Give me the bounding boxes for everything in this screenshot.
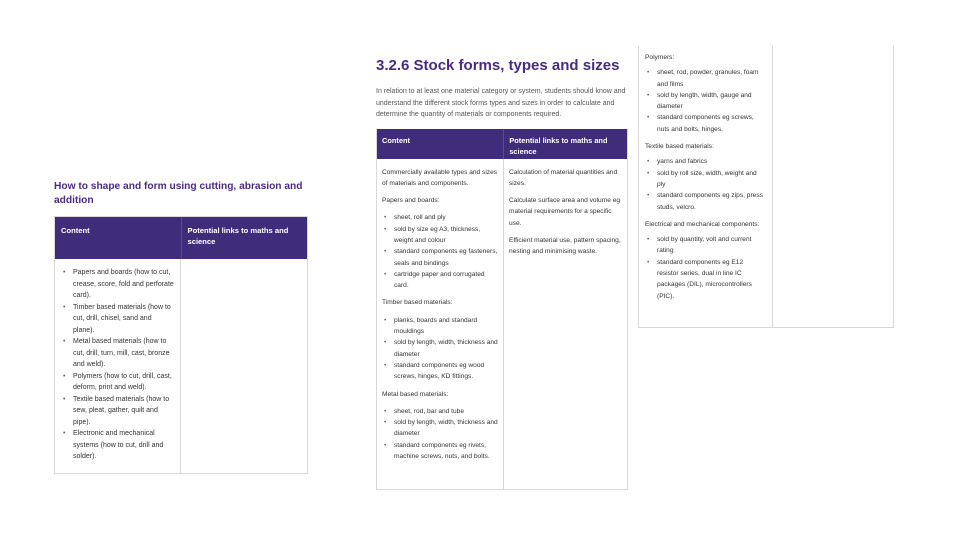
list-item: • sold by length, width, gauge and diameter	[657, 90, 766, 113]
list-item: • Metal based materials (how to cut, drill, turn, mill, cast, bronze and weld).	[73, 336, 174, 371]
links-cell	[773, 46, 894, 328]
list-item: • standard components eg screws, nuts and bolts, hinges.	[657, 112, 766, 135]
list-item: • Papers and boards (how to cut, crease, score, fold and perforate card).	[73, 267, 174, 302]
list-item: • standard components eg rivets, machine screws, nuts, and bolts.	[394, 440, 498, 463]
content-intro: Commercially available types and sizes of materials and components.	[382, 168, 498, 187]
header-content: Content	[55, 217, 182, 259]
content-cell	[55, 259, 181, 473]
group-list	[382, 315, 498, 383]
content-list	[61, 267, 174, 463]
table-header	[55, 217, 307, 259]
group-heading: Papers and boards:	[382, 197, 440, 205]
list-item: • Textile based materials (how to sew, pleat, gather, quilt and pipe).	[73, 394, 174, 429]
links-cell	[181, 259, 307, 473]
group-heading: Textile based materials:	[645, 143, 714, 151]
list-item: • sold by length, width, thickness and diameter	[394, 417, 498, 440]
list-item: • sold by size eg A3, thickness, weight and colour	[394, 224, 498, 247]
link-item: Efficient material use, pattern spacing, nesting and minimising waste.	[508, 236, 621, 256]
header-links: Potential links to maths and science	[187, 226, 289, 246]
list-item: • sheet, rod, powder, granules, foam and films	[657, 67, 766, 90]
table-body	[638, 46, 894, 328]
group-heading: Electrical and mechanical components:	[645, 220, 760, 228]
list-item: • Electronic and mechanical systems (how to cut, drill and solder).	[73, 428, 174, 463]
list-item: • sold by length, width, thickness and diameter	[394, 337, 498, 360]
list-item: • cartridge paper and corrugated card.	[394, 269, 498, 292]
list-item: • sheet, rod, bar and tube	[394, 406, 498, 417]
content-cell	[377, 159, 504, 489]
list-item: • sold by quantity, volt and current rating	[657, 234, 766, 257]
group-heading: Timber based materials:	[382, 299, 453, 307]
group-list	[645, 156, 766, 212]
stock-forms-continued	[638, 46, 894, 328]
content-table	[54, 216, 308, 474]
table-header	[377, 129, 627, 159]
group-heading: Polymers:	[645, 54, 675, 61]
list-item: • Polymers (how to cut, drill, cast, deform, print and weld).	[73, 371, 174, 394]
group-list	[382, 406, 498, 462]
section-title: 3.2.6 Stock forms, types and sizes	[376, 57, 620, 74]
list-item: • planks, boards and standard mouldings	[394, 315, 498, 338]
list-item: • standard components eg wood screws, hinges, KD fittings.	[394, 360, 498, 383]
group-list	[645, 67, 766, 135]
header-links: Potential links to maths and science	[509, 135, 608, 156]
group-list	[645, 234, 766, 302]
list-item: • sold by roll size, width, weight and ply	[657, 168, 766, 191]
list-item: • sheet, roll and ply	[394, 212, 498, 223]
group-heading: Metal based materials:	[382, 390, 449, 398]
list-item: • standard components eg E12 resistor series, dual in line IC packages (DIL), microcontrollers (PIC).	[657, 257, 766, 302]
table-body	[55, 259, 307, 473]
list-item: • yarns and fabrics	[657, 156, 766, 167]
content-cell	[638, 46, 773, 328]
section-title: How to shape and form using cutting, abrasion and addition	[54, 181, 303, 206]
shape-and-form-section	[54, 180, 310, 475]
link-item: Calculation of material quantities and sizes.	[508, 168, 618, 187]
header-content: Content	[377, 129, 504, 159]
link-item: Calculate surface area and volume eg material requirements for a specific use.	[508, 197, 621, 227]
group-list	[382, 212, 498, 291]
table-body	[377, 159, 627, 489]
section-intro: In relation to at least one material category or system, students should know and understand the different stock forms types and sizes in order to calculate and determine the quantity of materials or components required.	[376, 88, 626, 118]
list-item: • standard components eg zips, press studs, velcro.	[657, 190, 766, 213]
content-table	[376, 129, 628, 490]
list-item: • Timber based materials (how to cut, drill, chisel, sand and plane).	[73, 302, 174, 337]
links-cell	[504, 159, 627, 489]
list-item: • standard components eg fasteners, seals and bindings	[394, 246, 498, 269]
stock-forms-section	[376, 56, 630, 496]
